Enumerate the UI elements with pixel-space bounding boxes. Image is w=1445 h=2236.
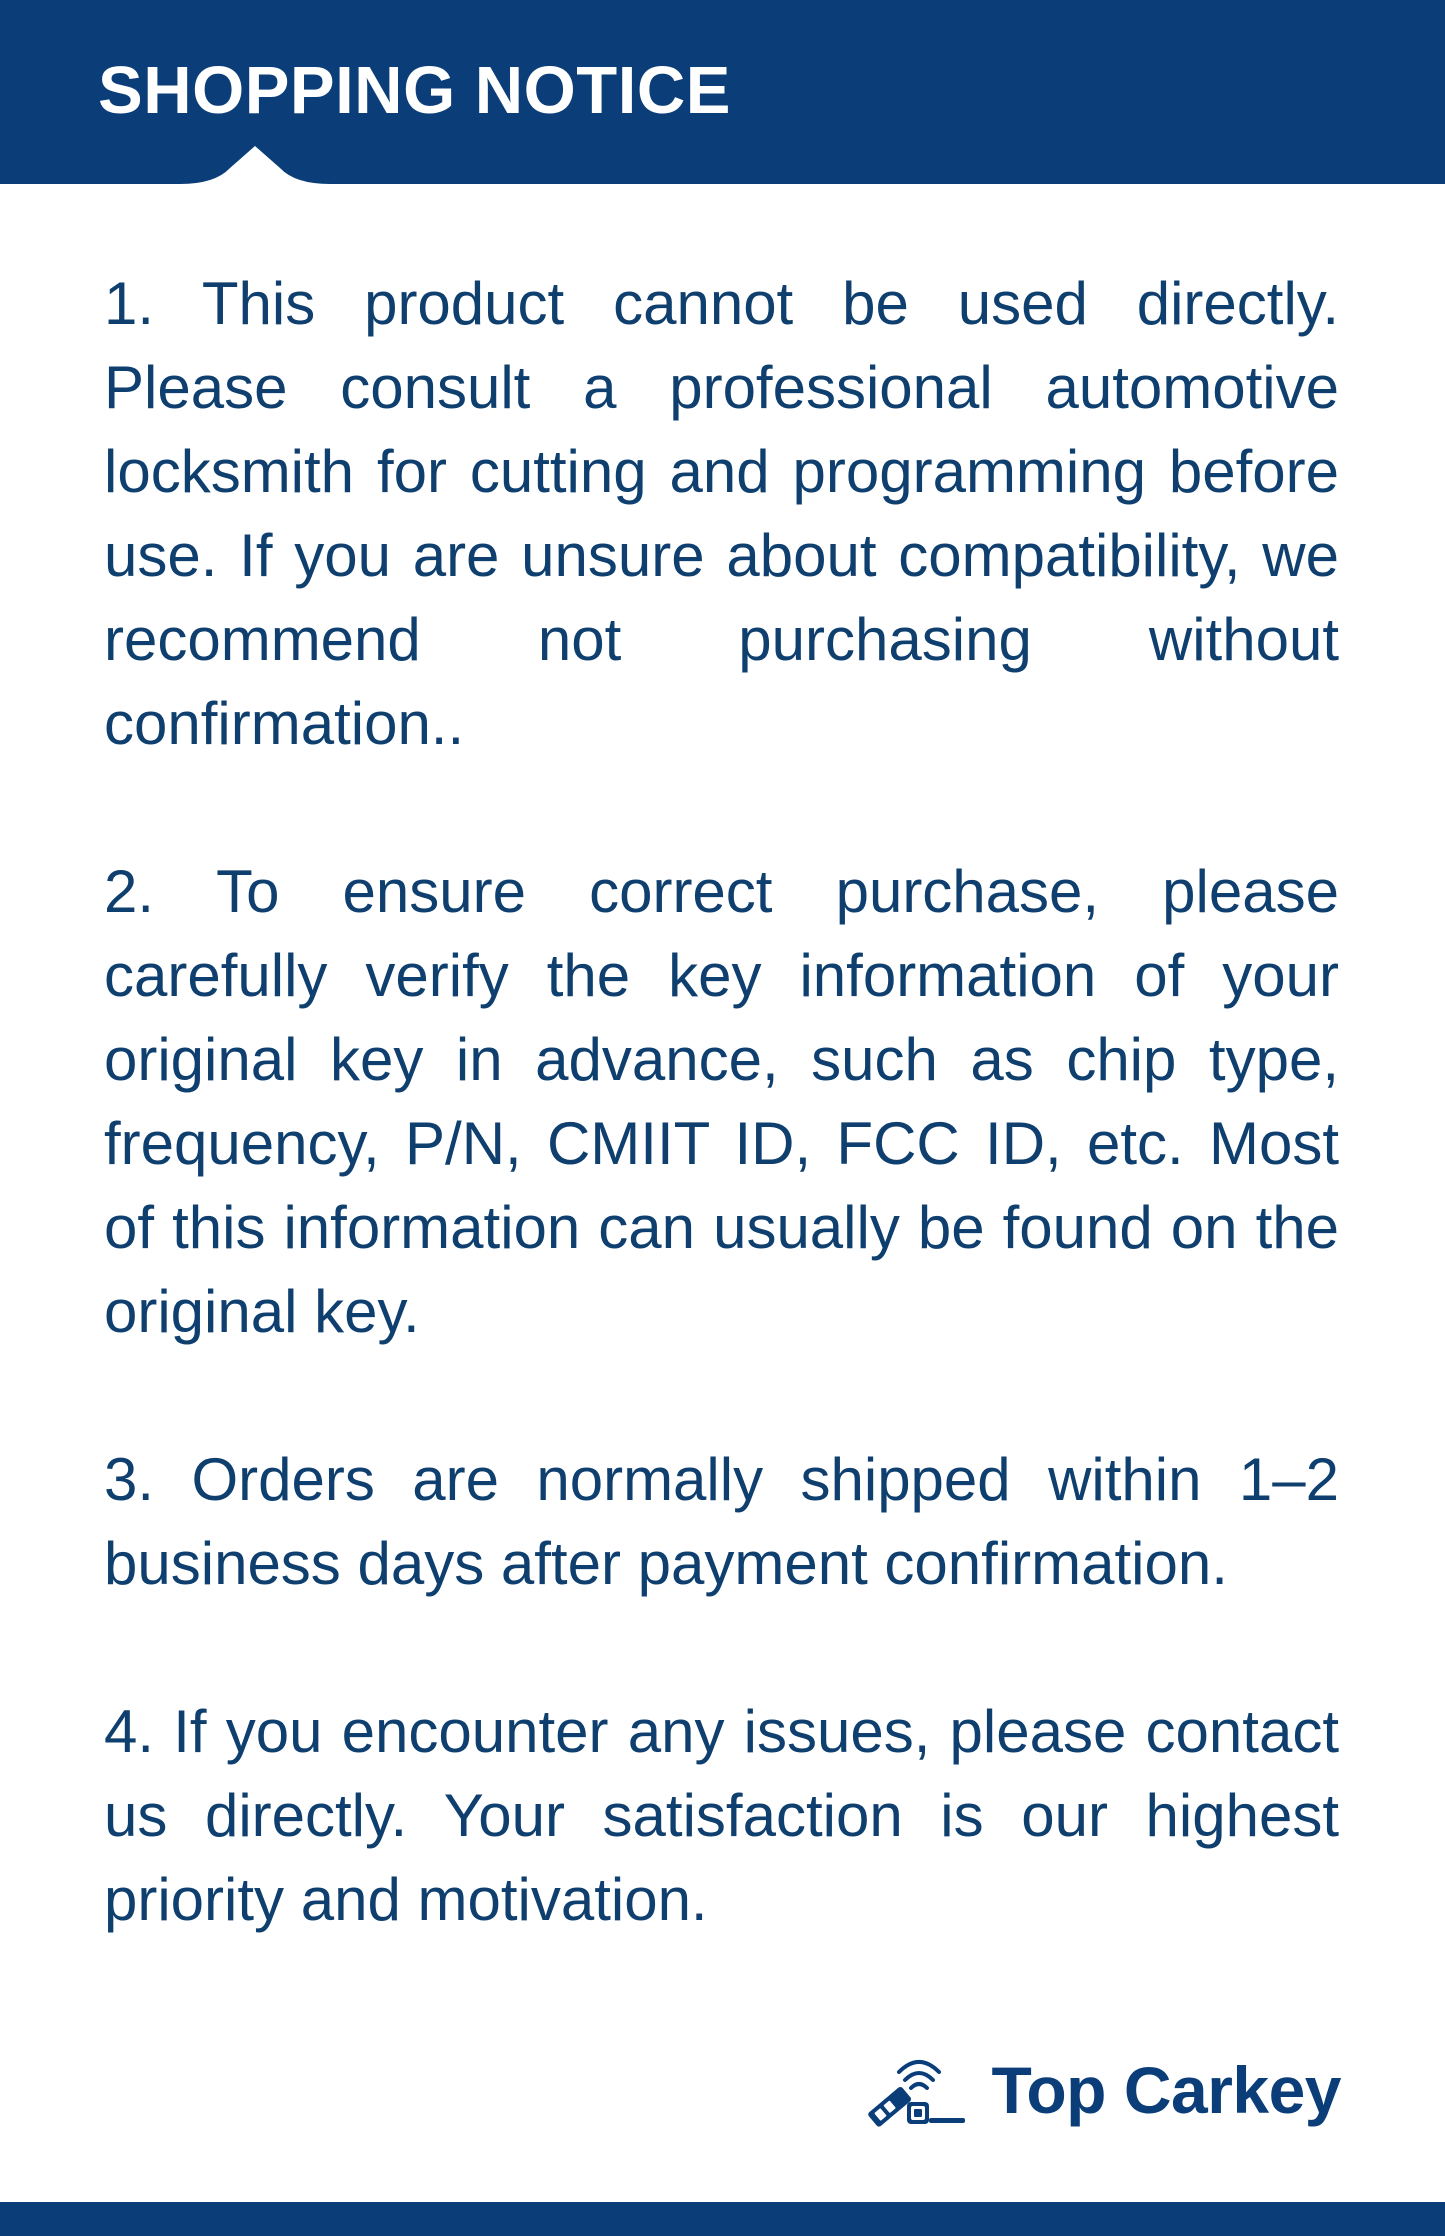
brand-logo — [859, 2048, 1341, 2132]
car-key-signal-icon — [859, 2048, 969, 2132]
notice-item-4: 4. If you encounter any issues, please contact us directly. Your satisfaction is our highest priority and motivation. — [104, 1698, 1339, 1933]
notice-item-2: 2. To ensure correct purchase, please carefully verify the key information of your original key in advance, such as chip type, frequency, P/N, CMIIT ID, FCC ID, etc. Most of this information can usually be found on the original key. — [104, 858, 1339, 1345]
brand-name: Top Carkey — [991, 2053, 1341, 2127]
footer-bar — [0, 2202, 1445, 2236]
page-title: SHOPPING NOTICE — [98, 53, 731, 128]
notice-item-3: 3. Orders are normally shipped within 1–2 business days after payment confirmation. — [104, 1446, 1339, 1597]
notice-item-1: 1. This product cannot be used directly. Please consult a professional automotive locksmith for cutting and programming before use. If you are unsure about compatibility, we recommend not purchasing without confirmation.. — [104, 270, 1339, 757]
notice-list — [104, 262, 1339, 1942]
